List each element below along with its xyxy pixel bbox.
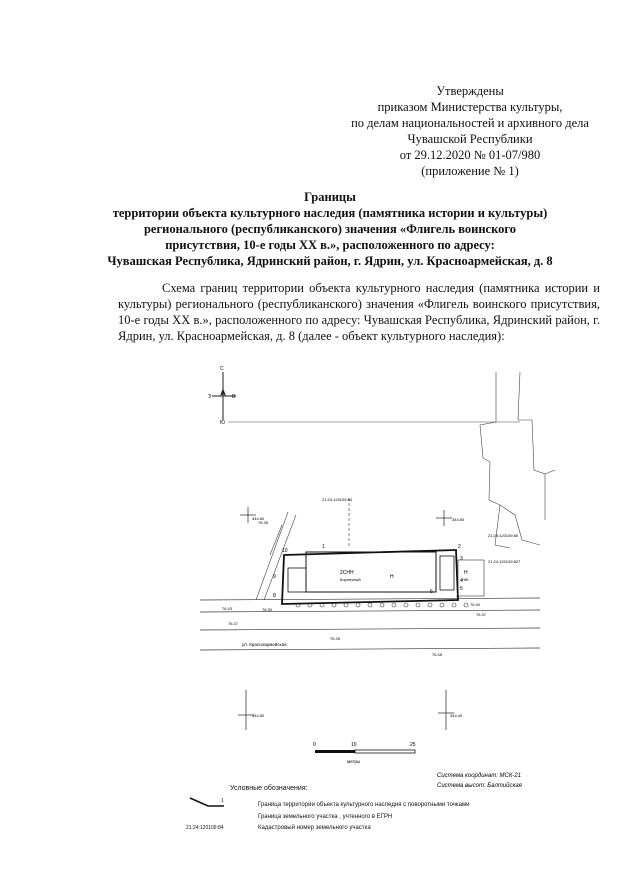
title-line: присутствия, 10-е годы XX в.», расположенного по адресу: xyxy=(165,238,495,252)
approval-line: приказом Министерства культуры, xyxy=(377,100,563,114)
approval-line: Утверждены xyxy=(436,84,504,98)
point-1: 1 xyxy=(322,544,325,550)
elevation: 76.37 xyxy=(228,621,239,626)
annex-footprint xyxy=(288,568,306,592)
approval-block xyxy=(340,83,600,179)
building-n: Н xyxy=(390,574,394,580)
elevation: 76.35 xyxy=(330,636,341,641)
building-sub: Кирпичный xyxy=(340,577,361,582)
scale-bar xyxy=(313,742,416,764)
point-5: 5 xyxy=(460,586,463,592)
building-label: 2СНН xyxy=(340,570,354,576)
intro-text: Схема границ территории объекта культурного наследия (памятника истории и культуры) регионального (республиканского) значения «Флигель воинского присутствия, 10-е годы XX в.», расположенного по адресу: Чувашская Республика, Ядринский район, г. Ядрин, ул. Красноармейская, д. 8 (далее - объект культурного наследия): xyxy=(118,281,600,343)
point-6: 6 xyxy=(430,589,433,595)
point-9: 9 xyxy=(273,574,276,580)
point-3: 3 xyxy=(460,556,463,562)
approval-line: от 29.12.2020 № 01-07/980 xyxy=(399,148,541,162)
cadastral-right-2: 21:24:120109:827 xyxy=(488,559,521,564)
scale-end: 25 xyxy=(410,742,416,748)
legend-item-boundary: Граница территории объекта культурного наследия с поворотными точками xyxy=(258,802,470,808)
elevation: 76.37 xyxy=(476,612,487,617)
legend-item-cadastral: Кадастровый номер земельного участка xyxy=(258,825,371,831)
coordinate-system: Система координат: МСК-21 xyxy=(437,773,522,779)
legend-title: Условные обозначения: xyxy=(230,785,308,792)
approval-line: по делам национальностей и архивного дела xyxy=(351,116,589,130)
title-line: регионального (республиканского) значения «Флигель воинского xyxy=(143,222,517,236)
compass-west: З xyxy=(208,394,212,400)
cadastral-right-1: 21:24:120109:85 xyxy=(488,533,519,538)
grid-label: 344.40 xyxy=(450,713,463,718)
point-4: 4 xyxy=(460,578,463,584)
title-line: Чувашская Республика, Ядринский район, г. Ядрин, ул. Красноармейская, д. 8 xyxy=(107,254,553,268)
building-footprint xyxy=(306,552,436,592)
point-10: 10 xyxy=(282,548,288,554)
document-title xyxy=(60,189,600,269)
height-system: Система высот: Балтийская xyxy=(437,783,522,789)
grid-label: 344.50 xyxy=(252,713,265,718)
right-sub: НЖ xyxy=(462,577,469,582)
cadastral-top: 21:24:120109:84 xyxy=(322,497,353,502)
right-structure xyxy=(440,556,454,590)
elevation: 76.40 xyxy=(470,602,481,607)
elevation: 76.39 xyxy=(258,520,269,525)
heritage-boundary xyxy=(282,550,458,604)
title-line: Границы xyxy=(304,190,356,204)
intro-paragraph xyxy=(118,280,600,344)
point-7: 7 xyxy=(456,596,459,602)
legend-item-parcel: Граница земельного участка , учтенного в ЕГРН xyxy=(258,814,393,820)
compass-north: С xyxy=(220,366,224,372)
grid-label: 344.60 xyxy=(252,516,265,521)
point-2: 2 xyxy=(458,544,461,550)
approval-line: (приложение № 1) xyxy=(421,164,519,178)
diagonal-lots xyxy=(256,512,296,600)
approval-line: Чувашской Республики xyxy=(407,132,533,146)
street-name: ул. Красноармейская xyxy=(242,642,287,647)
elevation: 76.30 xyxy=(262,607,273,612)
grid-label: 344.50 xyxy=(452,517,465,522)
elevation-labels xyxy=(222,520,487,657)
scale-unit: метры xyxy=(347,759,361,764)
neighbor-lots xyxy=(228,372,555,548)
elevation: 76.43 xyxy=(222,606,233,611)
compass-east: В xyxy=(232,394,236,400)
point-8: 8 xyxy=(273,593,276,599)
legend-marker: 1 xyxy=(221,798,224,804)
legend-marker-cadastral: 21:24:120109:84 xyxy=(186,825,224,831)
grid-crosses xyxy=(238,507,454,730)
right-label: Н xyxy=(464,570,468,576)
elevation: 76.45 xyxy=(432,652,443,657)
scale-mid: 10 xyxy=(351,742,357,748)
scale-zero: 0 xyxy=(313,742,316,748)
compass-south: Ю xyxy=(220,420,226,426)
title-line: территории объекта культурного наследия (памятника истории и культуры) xyxy=(112,206,548,220)
legend xyxy=(0,780,640,876)
compass-rose xyxy=(208,366,236,426)
